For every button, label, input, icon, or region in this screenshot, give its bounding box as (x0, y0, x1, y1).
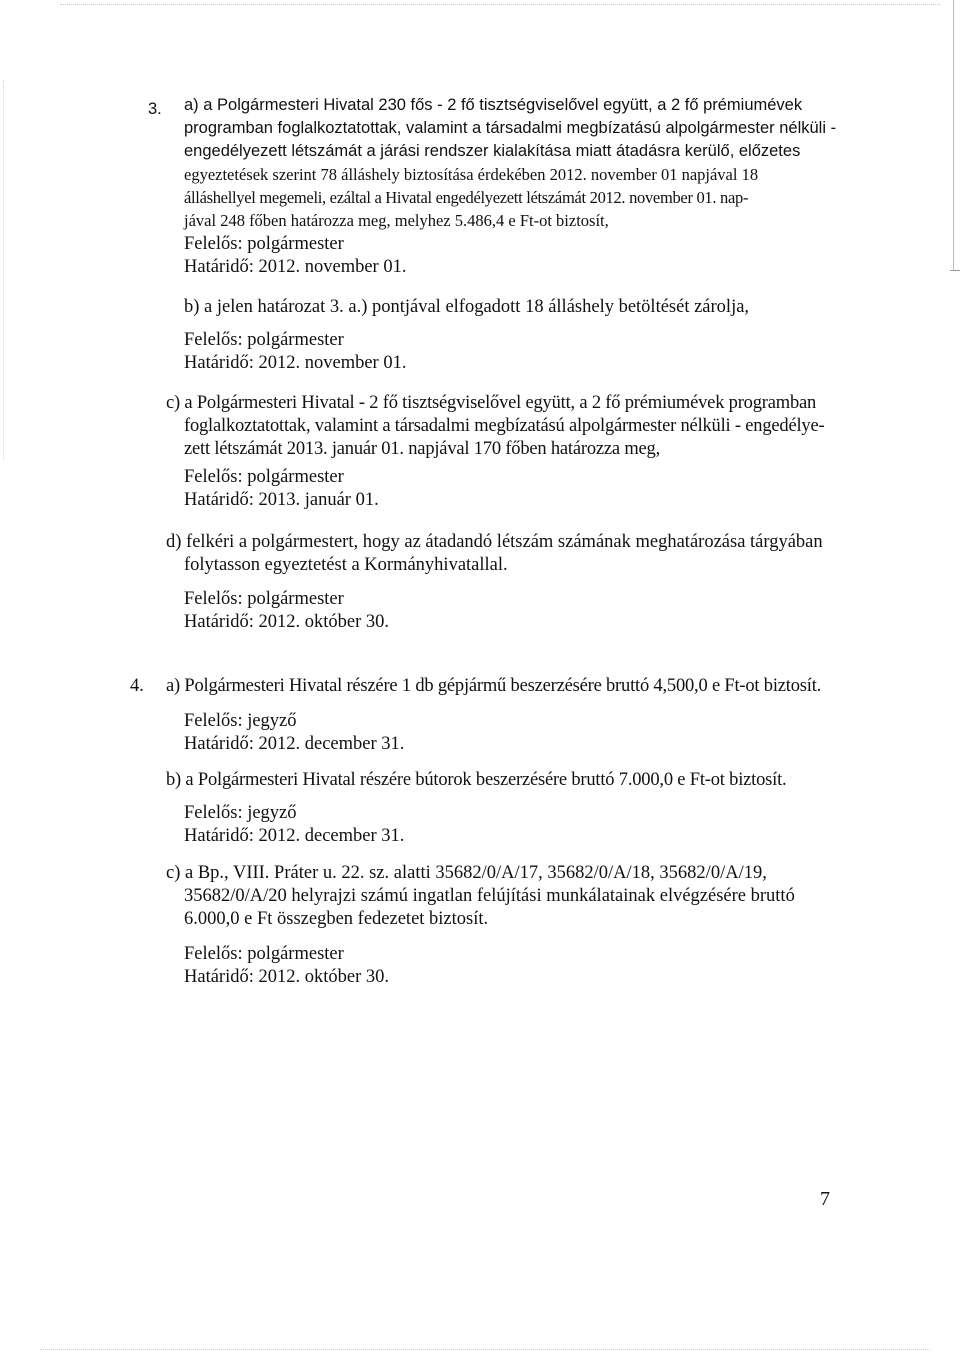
scan-border-left (3, 80, 4, 460)
item-4a-text: a) Polgármesteri Hivatal részére 1 db gépjármű beszerzésére bruttó 4,500,0 e Ft-ot biztosít. (166, 676, 822, 696)
item-4a-responsible: Felelős: jegyző (184, 711, 297, 731)
item-3-number: 3. (148, 100, 162, 118)
item-3a-deadline: Határidő: 2012. november 01. (184, 257, 407, 277)
item-4c-paragraph (166, 862, 838, 931)
scan-border-top (60, 4, 940, 5)
item-3c-deadline: Határidő: 2013. január 01. (184, 490, 379, 510)
item-3c-paragraph (166, 392, 836, 461)
scan-border-right (953, 0, 954, 270)
item-4c-responsible: Felelős: polgármester (184, 944, 344, 964)
item-3d-line: folytasson egyeztetést a Kormányhivatallal. (184, 555, 508, 575)
item-3a-line: jával 248 főben határozza meg, melyhez 5.486,4 e Ft-ot biztosít, (184, 211, 609, 230)
item-4-number: 4. (130, 676, 144, 696)
item-3d-paragraph (166, 531, 836, 577)
item-4b-deadline: Határidő: 2012. december 31. (184, 826, 405, 846)
scan-border-bottom (40, 1349, 930, 1350)
item-3c-line: zett létszámát 2013. január 01. napjával 170 főben határozza meg, (184, 439, 661, 459)
item-4c-line: 6.000,0 e Ft összegben fedezetet biztosít. (184, 909, 489, 929)
item-3a-line: a) a Polgármesteri Hivatal 230 fős - 2 fő tisztségviselővel együtt, a 2 fő prémiumévek (184, 96, 803, 114)
item-3c-line: foglalkoztatottak, valamint a társadalmi megbízatású alpolgármester nélküli - engedélye- (184, 416, 825, 436)
item-4c-line: 35682/0/A/20 helyrajzi számú ingatlan felújítási munkálatainak elvégzésére bruttó (184, 886, 795, 906)
item-3a-line: engedélyezett létszámát a járási rendszer kialakítása miatt átadásra kerülő, előzetes (184, 142, 801, 160)
item-3c-responsible: Felelős: polgármester (184, 467, 344, 487)
item-3d-line: d) felkéri a polgármestert, hogy az átadandó létszám számának meghatározása tárgyában (166, 532, 823, 552)
item-3a-line: álláshellyel megemeli, ezáltal a Hivatal engedélyezett létszámát 2012. november 01. nap- (184, 188, 749, 207)
item-3b-responsible: Felelős: polgármester (184, 330, 344, 350)
item-3a-responsible: Felelős: polgármester (184, 234, 344, 254)
item-4c-line: c) a Bp., VIII. Práter u. 22. sz. alatti 35682/0/A/17, 35682/0/A/18, 35682/0/A/19, (166, 863, 767, 883)
item-4c-deadline: Határidő: 2012. október 30. (184, 967, 389, 987)
item-4b-text: b) a Polgármesteri Hivatal részére bútorok beszerzésére bruttó 7.000,0 e Ft-ot biztosít. (166, 770, 787, 790)
item-3b-text: b) a jelen határozat 3. a.) pontjával elfogadott 18 álláshely betöltését zárolja, (184, 297, 750, 317)
item-4a-deadline: Határidő: 2012. december 31. (184, 734, 405, 754)
item-3a-paragraph (184, 94, 838, 232)
item-3c-line: c) a Polgármesteri Hivatal - 2 fő tisztségviselővel együtt, a 2 fő prémiumévek programban (166, 393, 817, 413)
scan-border-mark (950, 270, 960, 271)
item-3a-line: egyeztetések szerint 78 álláshely biztosítása érdekében 2012. november 01 napjával 18 (184, 165, 759, 184)
item-3d-responsible: Felelős: polgármester (184, 589, 344, 609)
item-3a-line: programban foglalkoztatottak, valamint a társadalmi megbízatású alpolgármester nélküli - (184, 119, 837, 137)
item-3d-deadline: Határidő: 2012. október 30. (184, 612, 389, 632)
page-number: 7 (820, 1188, 830, 1210)
item-3b-deadline: Határidő: 2012. november 01. (184, 353, 407, 373)
item-4b-responsible: Felelős: jegyző (184, 803, 297, 823)
